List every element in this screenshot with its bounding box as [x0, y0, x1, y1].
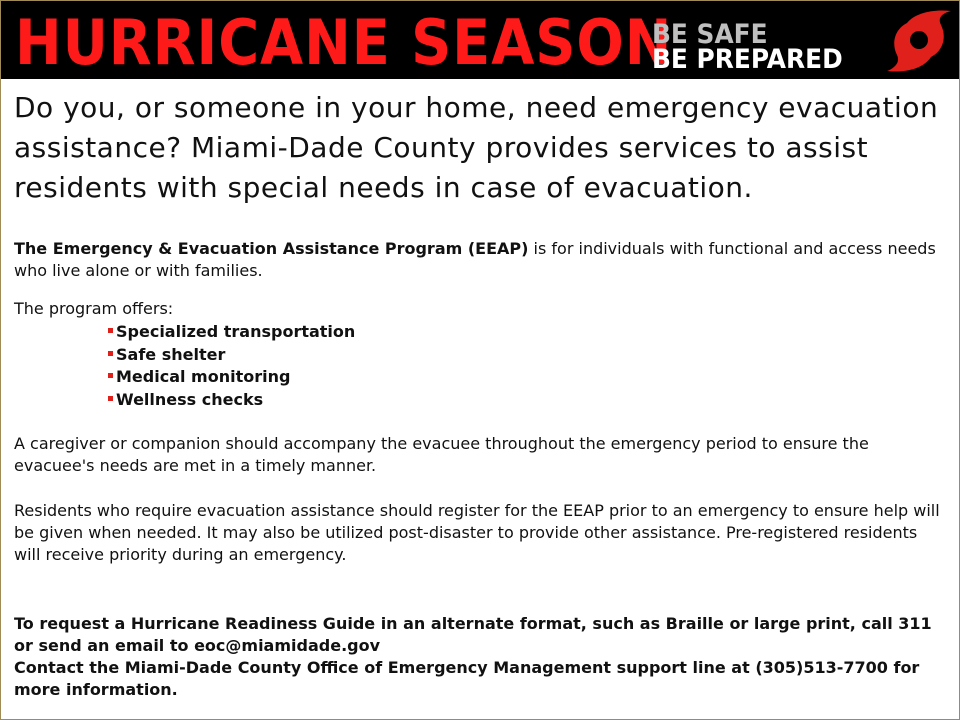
- bullet-icon: [108, 351, 113, 356]
- banner-tagline-prepared: BE PREPARED: [652, 44, 843, 75]
- readiness-guide-request: To request a Hurricane Readiness Guide in an alternate format, such as Braille or large print, call 311 or send an email to eoc@miamidade.gov: [14, 614, 932, 655]
- program-name: The Emergency & Evacuation Assistance Program (EEAP): [14, 239, 529, 258]
- list-item: [108, 321, 355, 344]
- offer-label: Specialized transportation: [116, 322, 356, 341]
- hurricane-icon: [885, 7, 953, 73]
- bullet-icon: [108, 373, 113, 378]
- bullet-icon: [108, 328, 113, 333]
- offers-heading: The program offers:: [14, 299, 174, 318]
- banner-tagline-safe: BE SAFE: [652, 19, 768, 50]
- offer-label: Safe shelter: [116, 344, 226, 364]
- caregiver-note: A caregiver or companion should accompany the evacuee throughout the emergency period to ensure the evacuee's needs are met in a timely manner.: [14, 434, 869, 475]
- offer-label: Wellness checks: [116, 389, 264, 409]
- banner: [1, 1, 959, 79]
- offer-label: Medical monitoring: [116, 367, 291, 386]
- bullet-icon: [108, 396, 113, 401]
- registration-note: Residents who require evacuation assistance should register for the EEAP prior to an emergency to ensure help will be given when needed. It may also be utilized post-disaster to provide other assistance. Pre-registered residents will receive priority during an emergency.: [14, 501, 940, 564]
- lead-question: Do you, or someone in your home, need emergency evacuation assistance? Miami-Dade County provides services to assist residents with special needs in case of evacuation.: [14, 91, 939, 204]
- list-item: [108, 389, 355, 412]
- emergency-contact-line: Contact the Miami-Dade County Office of Emergency Management support line at (305)513-7700 for more information.: [14, 658, 920, 699]
- program-intro: [14, 238, 944, 282]
- list-item: [108, 344, 355, 367]
- banner-title: HURRICANE SEASON: [15, 6, 673, 79]
- offers-list: [108, 321, 355, 411]
- list-item: [108, 366, 355, 389]
- program-description: is for individuals with functional and access needs who live alone or with families.: [14, 239, 936, 280]
